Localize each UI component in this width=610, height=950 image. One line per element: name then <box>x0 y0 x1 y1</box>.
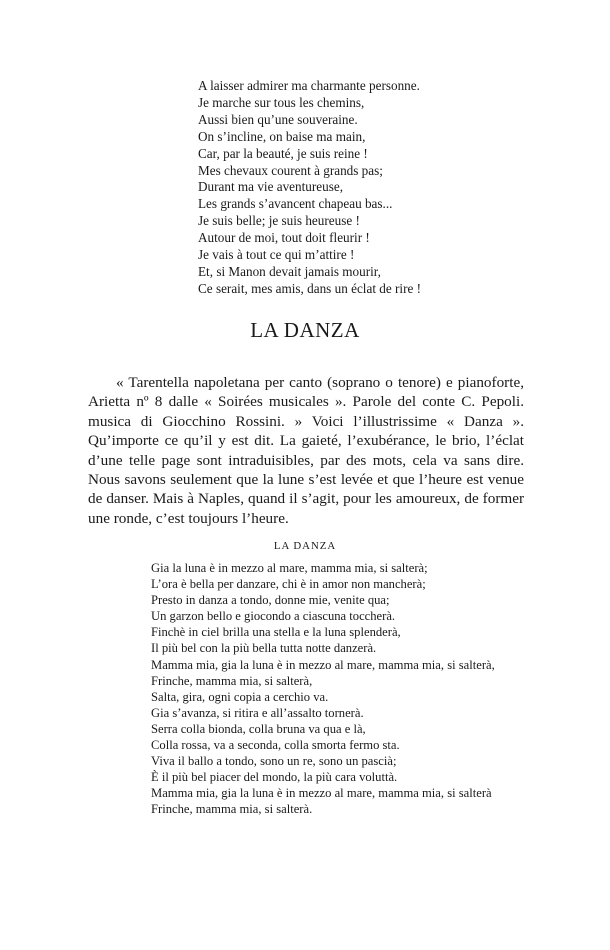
lyrics-line: Un garzon bello e giocondo a ciascuna toccherà. <box>151 609 396 624</box>
lyrics-verse-block <box>151 560 495 818</box>
lyrics-line: Mamma mia, gia la luna è in mezzo al mare, mamma mia, si salterà, <box>151 657 495 672</box>
verse-line: Je vais à tout ce qui m’attire ! <box>198 247 355 263</box>
lyrics-line: Frinche, mamma mia, si salterà. <box>151 802 313 817</box>
lyrics-line: Gia la luna è in mezzo al mare, mamma mia, si salterà; <box>151 561 428 575</box>
verse-line: Autour de moi, tout doit fleurir ! <box>198 230 370 246</box>
verse-line: On s’incline, on baise ma main, <box>198 128 366 144</box>
body-paragraph-block <box>88 373 524 528</box>
lyrics-line: Il più bel con la più bella tutta notte danzerà. <box>151 641 377 656</box>
lyrics-line: Frinche, mamma mia, si salterà, <box>151 673 313 688</box>
lyrics-line: Finchè in ciel brilla una stella e la luna splenderà, <box>151 625 401 640</box>
verse-line: Mes chevaux courent à grands pas; <box>198 162 383 178</box>
lyrics-title: LA DANZA <box>273 540 337 552</box>
verse-line: Les grands s’avancent chapeau bas... <box>198 196 393 212</box>
lyrics-line: Salta, gira, ogni copia a cerchio va. <box>151 689 329 704</box>
body-paragraph: « Tarentella napoletana per canto (soprano o tenore) e pianoforte, Arietta nº 8 dalle « Soirées musicales ». Parole del conte C. Pepoli. musica di Giocchino Rossini. » Voici l’illustrissime « Danza ». Qu’importe ce qu’il y est dit. La gaieté, l’exubérance, le brio, l’éclat d’une telle page sont intraduisibles, par des mots, cela va sans dire. Nous savons seulement que la lune s’est levée et que l’heure est venue de danser. Mais à Naples, quand il s’agit, pour les amoureux, de former une ronde, c’est toujours l’heure. <box>88 374 524 527</box>
verse-line: Car, par la beauté, je suis reine ! <box>198 145 368 161</box>
verse-line: Aussi bien qu’une souveraine. <box>198 111 358 127</box>
lyrics-line: Presto in danza a tondo, donne mie, venite qua; <box>151 593 390 608</box>
verse-line: Ce serait, mes amis, dans un éclat de rire ! <box>198 280 422 296</box>
verse-line: Durant ma vie aventureuse, <box>198 179 344 195</box>
verse-line: Et, si Manon devait jamais mourir, <box>198 263 381 279</box>
verse-line: A laisser admirer ma charmante personne. <box>198 78 420 93</box>
lyrics-line: Viva il ballo a tondo, sono un re, sono un pascià; <box>151 754 397 769</box>
lyrics-line: Colla rossa, va a seconda, colla smorta fermo sta. <box>151 738 400 753</box>
poem-verse-block <box>198 78 421 298</box>
lyrics-line: È il più bel piacer del mondo, la più cara voluttà. <box>151 770 398 785</box>
verse-line: Je marche sur tous les chemins, <box>198 94 365 110</box>
section-title: LA DANZA <box>250 318 360 342</box>
lyrics-line: Mamma mia, gia la luna è in mezzo al mare, mamma mia, si salterà <box>151 786 492 801</box>
lyrics-line: L’ora è bella per danzare, chi è in amor non mancherà; <box>151 577 426 592</box>
lyrics-line: Serra colla bionda, colla bruna va qua e là, <box>151 721 366 736</box>
verse-line: Je suis belle; je suis heureuse ! <box>198 213 360 229</box>
lyrics-line: Gia s’avanza, si ritira e all’assalto tornerà. <box>151 705 364 720</box>
